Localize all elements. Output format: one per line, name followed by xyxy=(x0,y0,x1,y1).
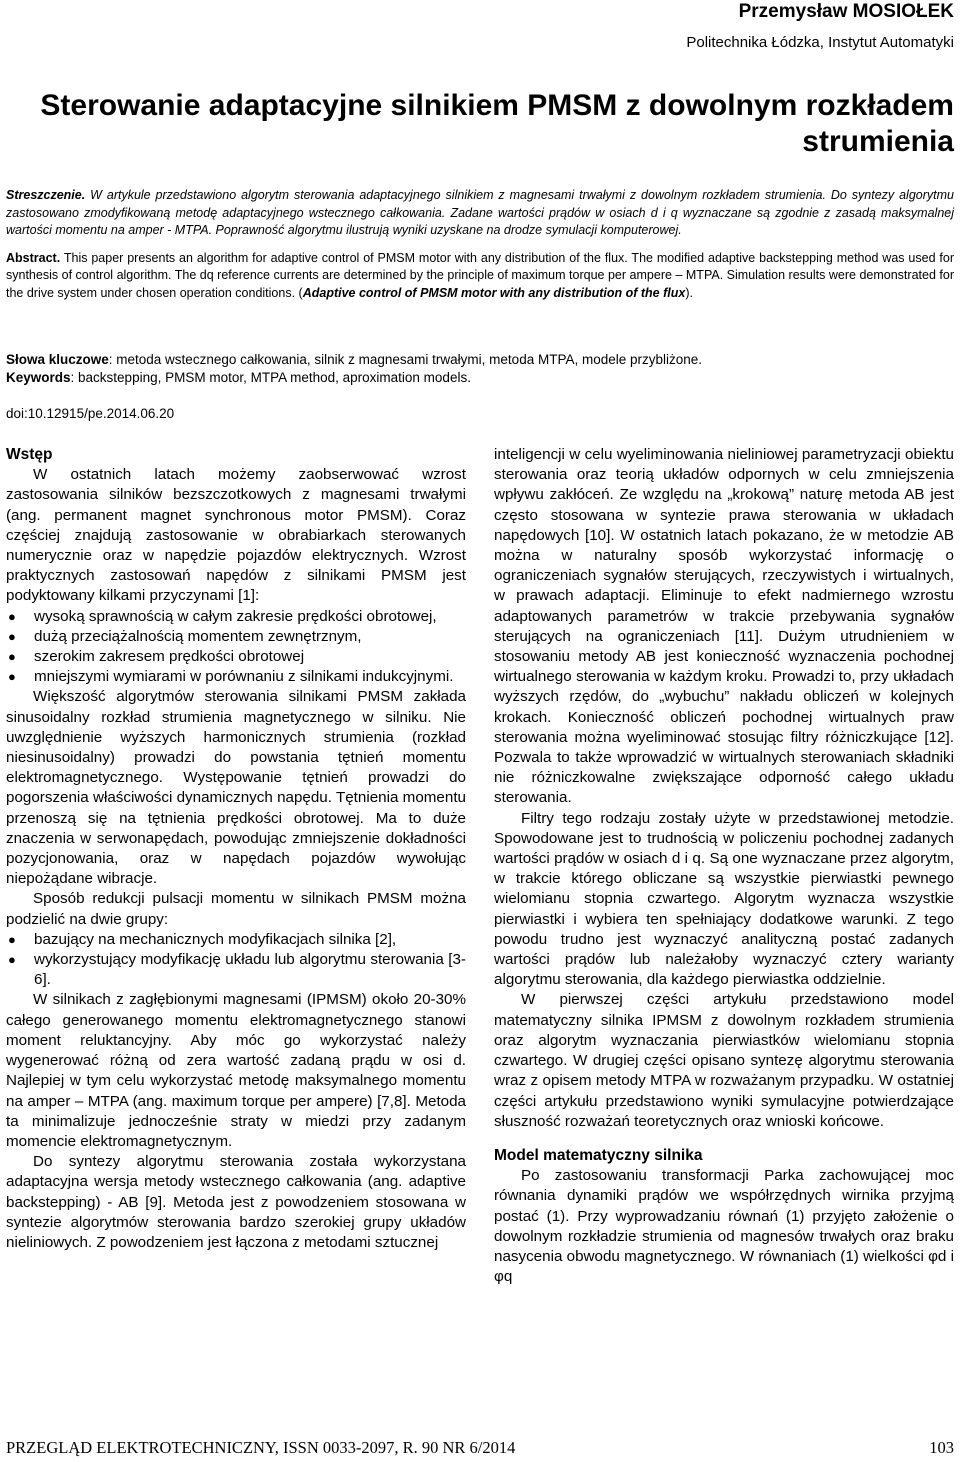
author-affiliation: Politechnika Łódzka, Instytut Automatyki xyxy=(686,34,954,51)
bullet-icon: ● xyxy=(8,649,16,665)
abstract-en-label: Abstract. xyxy=(6,250,61,265)
paragraph: Po zastosowaniu transformacji Parka zachowującej moc równania dynamiki prądów we współrzędnych wirnika przyjmą postać (1). Przy wyprowadzaniu równań (1) przyjęto założenie o dowolnym rozkładzie strumienia od magnesów trwałych oraz braku nasycenia obwodu magnetycznego. W równaniach (1) wielkości φd i φq xyxy=(494,1167,954,1286)
bullet-text: wykorzystujący modyfikację układu lub algorytmu sterowania [3-6]. xyxy=(34,951,466,989)
bullet-item xyxy=(6,607,466,627)
bullet-item xyxy=(6,930,466,950)
keywords-en-text: : backstepping, PMSM motor, MTPA method, aproximation models. xyxy=(70,370,471,385)
paper-title: Sterowanie adaptacyjne silnikiem PMSM z dowolnym rozkładem strumienia xyxy=(40,89,954,158)
abstract-block xyxy=(6,187,954,302)
paragraph: Większość algorytmów sterowania silnikami PMSM zakłada sinusoidalny rozkład strumienia magnetycznego w silniku. Nie uwzględnienie wyższych harmonicznych strumienia (rozkład niesinusoidalny) prowadzi do powstania tętnień momentu elektromagnetycznego. Występowanie tętnień prowadzi do pogorszenia właściwości dynamicznych napędu. Tętnienia momentu przenoszą się na tętnienia prędkości obrotowej. Ma to duże znaczenia w serwonapędach, powodując zmniejszenie dokładności pozycjonowania, oraz w napędach pojazdów wywołując niepożądane wibracje. xyxy=(6,688,466,888)
paragraph: Filtry tego rodzaju zostały użyte w przedstawionej metodzie. Spowodowane jest to trudnością w policzeniu pochodnej zadanych wartości prądów w osiach d i q. Są one wyznaczane przez algorytm, w trakcie którego obliczane są wszystkie pierwiastki pewnego wielomianu stopnia czwartego. Algorytm wyznacza wszystkie pierwiastki i wybiera ten spełniający dodatkowe warunki. Z tego powodu trudno jest wyznaczyć analityczną postać zadanych wartości prądów lub należałoby wyznaczyć cztery warianty algorytmu sterowania, dla każdego pierwiastka oddzielnie. xyxy=(494,809,954,989)
keywords-pl-text: : metoda wstecznego całkowania, silnik z magnesami trwałymi, metoda MTPA, modele przybliżone. xyxy=(108,352,703,367)
bullet-text: wysoką sprawnością w całym zakresie prędkości obrotowej, xyxy=(34,607,437,625)
bullet-icon: ● xyxy=(8,669,16,685)
keywords-en-label: Keywords xyxy=(6,370,71,385)
bullet-item xyxy=(6,950,466,990)
abstract-en xyxy=(6,250,954,303)
journal-info: PRZEGLĄD ELEKTROTECHNICZNY, ISSN 0033-2097, R. 90 NR 6/2014 xyxy=(6,1438,516,1457)
keywords-pl-label: Słowa kluczowe xyxy=(6,352,109,367)
paragraph: W pierwszej części artykułu przedstawiono model matematyczny silnika IPMSM z dowolnym rozkładem strumienia oraz algorytm wyznaczania pierwiastków wielomianu stopnia czwartego. W drugiej części opisano syntezę algorytmu sterowania wraz z opisem metody MTPA w rozważanym przypadku. W ostatniej części artykułu przedstawiono wyniki symulacyjne potwierdzające słuszność rozważań teoretycznych oraz wnioski końcowe. xyxy=(494,991,954,1130)
abstract-en-title: Adaptive control of PMSM motor with any distribution of the flux xyxy=(302,285,686,300)
header xyxy=(354,0,954,54)
page-number: 103 xyxy=(929,1438,954,1457)
keywords-en xyxy=(6,369,954,387)
paragraph: Sposób redukcji pulsacji momentu w silnikach PMSM można podzielić na dwie grupy: xyxy=(6,890,466,928)
paragraph: Do syntezy algorytmu sterowania została wykorzystana adaptacyjna wersja metody wstecznego całkowania (ang. adaptive backstepping) - AB [9]. Metoda jest z powodzeniem stosowana w syntezie algorytmów sterowania bardzo szerokiej grupy układów nieliniowych. Z powodzeniem jest łączona z metodami sztucznej xyxy=(6,1153,466,1251)
abstract-pl-label: Streszczenie. xyxy=(6,188,86,202)
paragraph: inteligencji w celu wyeliminowania nieliniowej parametryzacji obiektu sterowania oraz teorią układów odpornych w celu zmniejszenia wpływu zakłóceń. Ze względu na „krokową” naturę metoda AB jest często stosowana w syntezie prawa sterowania w układach napędowych [10]. W ostatnich latach pokazano, że w metodzie AB można w naturalny sposób wykorzystać informację o ograniczeniach sygnałów sterujących, rzeczywistych i wirtualnych, w prawach adaptacji. Eliminuje to efekt nadmiernego wzrostu adaptowanych parametrów w trakcie przebywania sygnałów sterujących na ograniczeniach [11]. Dużym utrudnieniem w stosowaniu metody AB jest konieczność wyznaczenia pochodnej wirtualnego sterowania w każdym kroku. Prowadzi to, przy układach wyższych rzędów, do „wybuchu” nakładu obliczeń w kolejnych krokach. Konieczność obliczeń pochodnej wirtualnych praw sterowania można wyeliminować stosując filtry różniczkujące [12]. Pozwala to także wprowadzić w wirtualnych sterowaniach składniki nie różniczkowalne zwiększające odporność całego układu sterowania. xyxy=(494,446,954,807)
paragraph: W silnikach z zagłębionymi magnesami (IPMSM) około 20-30% całego generowanego momentu elektromagnetycznego stanowi moment reluktancyjny. Aby móc go wykorzystać należy wygenerować różną od zera wartość zadaną prądu w osi d. Najlepiej w tym celu wykorzystać metodę maksymalnego momentu na amper – MTPA (ang. maximum torque per ampere) [7,8]. Metoda ta minimalizuje jednocześnie straty w miedzi przy zadanym momencie elektromagnetycznym. xyxy=(6,991,466,1150)
doi: doi:10.12915/pe.2014.06.20 xyxy=(6,406,175,421)
author-name: Przemysław MOSIOŁEK xyxy=(738,1,954,22)
bullet-icon: ● xyxy=(8,628,16,644)
section-title-model: Model matematyczny silnika xyxy=(494,1146,703,1164)
bullet-icon: ● xyxy=(8,608,16,624)
bullet-text: mniejszymi wymiarami w porównaniu z silnikami indukcyjnymi. xyxy=(34,668,454,686)
keywords-block xyxy=(6,351,954,387)
left-column xyxy=(6,445,466,1253)
bullet-text: dużą przeciążalnością momentem zewnętrznym, xyxy=(34,627,362,645)
bullet-text: szerokim zakresem prędkości obrotowej xyxy=(34,648,305,666)
abstract-en-text: This paper presents an algorithm for adaptive control of PMSM motor with any distribution of the flux. The modified adaptive backstepping method was used for synthesis of control algorithm. The dq reference currents are determined by the principle of maximum torque per ampere – MTPA. Simulation results were demonstrated for the drive system under chosen operation conditions. ( xyxy=(6,250,954,300)
keywords-pl xyxy=(6,351,954,369)
bullet-icon: ● xyxy=(8,931,16,947)
bullet-item xyxy=(6,647,466,667)
bullet-text: bazujący na mechanicznych modyfikacjach silnika [2], xyxy=(34,930,397,948)
section-title-intro: Wstęp xyxy=(6,446,53,463)
bullet-item xyxy=(6,627,466,647)
abstract-en-tail: ). xyxy=(685,285,693,300)
bullet-item xyxy=(6,667,466,687)
paragraph: W ostatnich latach możemy zaobserwować wzrost zastosowania silników bezszczotkowych z magnesami trwałymi (ang. permanent magnet synchronous motor PMSM). Coraz częściej znajdują zastosowanie w obrabiarkach sterowanych numerycznie oraz w napędzie pojazdów elektrycznych. Wzrost praktycznych zastosowań napędów z silnikami PMSM jest podyktowany kilkami przyczynami [1]: xyxy=(6,466,466,605)
abstract-pl xyxy=(6,187,954,240)
bullet-icon: ● xyxy=(8,952,16,968)
right-column xyxy=(494,445,954,1287)
abstract-pl-text: W artykule przedstawiono algorytm sterowania adaptacyjnego silnikiem z magnesami trwałymi z dowolnym rozkładem strumienia. Do syntezy algorytmu zastosowano zmodyfikowaną metodę adaptacyjnego wstecznego całkowania. Zadane wartości prądów w osiach d i q wyznaczane są zgodnie z zasadą maksymalnej wartości momentu na amper - MTPA. Poprawność algorytmu ilustrują wyniki uzyskane na drodze symulacji komputerowej. xyxy=(6,188,954,237)
